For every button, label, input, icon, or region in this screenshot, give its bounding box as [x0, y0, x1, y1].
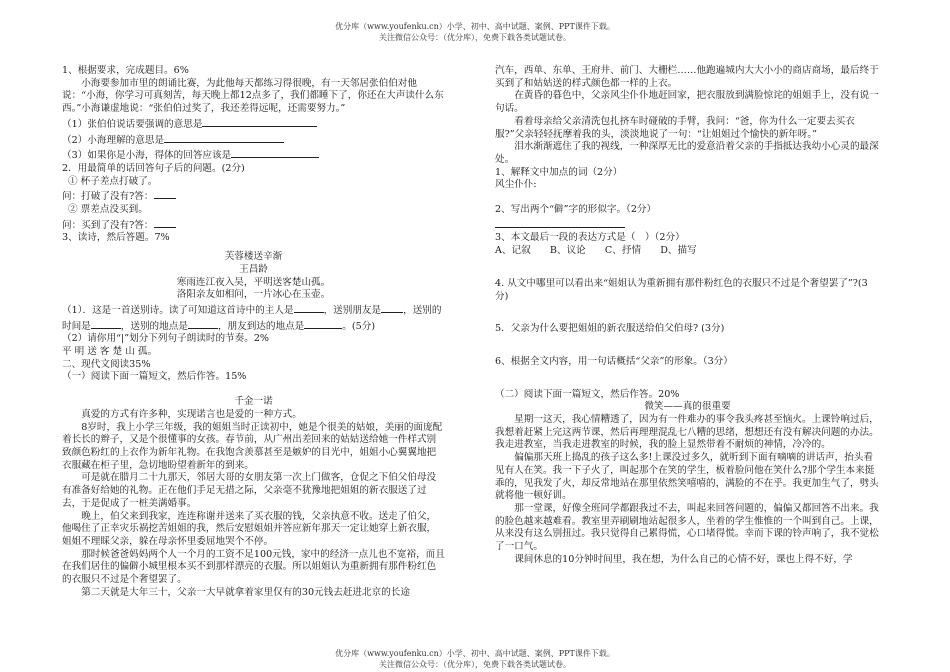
- story-2-paragraph: 星期一这天，我心情糟透了，因为有一件难办的事令我头疼甚至恼火。上课铃响过后，我想着赶紧上完这两节课，然后再理理混乱七八糟的思绪，想想还有没有解决问题的办法。我走进教室，当我走进教室的时候，我的脸上显然带着不耐烦的神情，冷冷的。: [495, 414, 879, 451]
- question-2-blank: [495, 217, 880, 233]
- story-2-paragraph: 偏偏那天班上捣乱的孩子这么多!上课没过多久，就听到下面有嘀嘀的讲话声，抬头看见有人在笑。我一下子火了，叫起那个在笑的学生，板着脸问他在笑什么?那个学生本来挺乖的，见我发了火，却反常地站在那里依然笑嘻嘻的，满脸的不在乎。我更加生气了，劈头就将他一顿好训。: [495, 452, 879, 502]
- answer-blank[interactable]: [231, 147, 319, 158]
- question-3-options: A、记叙 B、议论 C、抒情 D、描写: [495, 245, 697, 257]
- right-column: [495, 65, 880, 567]
- header-line-1: 优分库（www.youfenku.cn）小学、初中、高中试题、案例、PPT课件下载。: [335, 22, 615, 31]
- answer-blank[interactable]: [202, 116, 317, 127]
- footer-line-2: 关注微信公众号：（优分库），免费下载各类试题试卷。: [379, 660, 571, 669]
- question-4: 4. 从文中哪里可以看出来“姐姐认为重新拥有那件粉红色的衣服只不过是个奢望罢了”?(3分): [495, 277, 868, 302]
- story-paragraph: 那时候爸爸妈妈两个人一个月的工资不足100元钱，家中的经济一点儿也不宽裕，而且在我们居住的偏僻小城里根本买不到那样漂亮的衣服。所以姐姐认为重新拥有那件粉红色的衣服只不过是个奢望罢了。: [62, 548, 445, 586]
- section-2-title: 二、现代文阅读35%: [62, 358, 151, 370]
- story-2-title: 微笑——真的很重要: [644, 401, 731, 413]
- q1-passage: 小海要参加市里的朗诵比赛，为此他每天都练习得很晚，有一天邻居张伯伯对他说：“小海，你学习可真刻苦，每天晚上都12点多了，我们都睡下了，你还在大声读什么东西。”小海谦虚地说：“张伯伯过奖了，我还差得远呢，还需要努力。”: [62, 77, 444, 115]
- question-5: 5．父亲为什么要把姐姐的新衣服送给伯父伯母? (3分): [495, 323, 725, 335]
- answer-blank[interactable]: [154, 188, 176, 199]
- left-column: [62, 65, 445, 599]
- poem-line-1: 寒雨连江夜入吴，平明送客楚山孤。: [176, 276, 331, 288]
- q2-title: 2．用最简单的话回答句子后的问题。(2分): [62, 162, 245, 174]
- header-line-2: 关注微信公众号：（优分库），免费下载各类试题试卷。: [379, 33, 571, 42]
- page-footer: [0, 648, 950, 670]
- answer-blank[interactable]: [154, 217, 176, 228]
- story-paragraph: 在黄昏的暮色中，父亲风尘仆仆地赶回家，把衣服放到满脸惊诧的姐姐手上，没有说一句话。: [495, 90, 879, 115]
- question-2: 2、写出两个“僻”字的形似字。（2分）: [495, 204, 657, 216]
- q2-item1: ① 杯子差点打破了。: [68, 175, 158, 187]
- story-paragraph: 看着母亲给父亲清洗包扎挤车时碰破的手臂，我问：“爸，你为什么一定要去买衣服?”父亲轻轻抚摩着我的头，淡淡地说了一句：“让姐姐过个愉快的新年呀。”: [495, 115, 855, 140]
- poem-author: 王昌龄: [239, 263, 268, 275]
- question-1-word: 风尘仆仆:: [495, 179, 537, 191]
- answer-blank[interactable]: [294, 302, 324, 313]
- story-paragraph: 汽车，西单、东单、王府井、前门、大栅栏……他跑遍城内大大小小的商店商场，最后终于买到了和姑姑送的样式颜色都一样的上衣。: [495, 65, 879, 89]
- poem-question-2: （2）请你用“|”划分下列句子朗读时的节奏。2%: [62, 333, 270, 345]
- story-paragraph: 可是就在腊月二十九那天，邻居大哥的女朋友第一次上门做客，仓促之下伯父伯母没有准备好给她的礼物。正在他们手足无措之际，父亲毫不犹豫地把姐姐的新衣服送了过去，于是促成了一桩美满婚事。: [62, 472, 437, 509]
- q3-title: 3、读诗，然后答题。7%: [62, 232, 170, 244]
- q2-ask2: 问：买到了没有?答：: [62, 217, 445, 233]
- story-2-paragraph: 课间休息的10分钟时间里，我在想，为什么自己的心情不好，课也上得不好，学: [514, 553, 853, 565]
- q2-item2: ② 票差点没买到。: [68, 204, 148, 216]
- poem-question-1: （1）．这是一首送别诗。读了可知道这首诗中的主人是 ，送别朋友是 ，送别的时间是 ，送别的地点是 ，朋友到达的地点是 。(5分): [62, 302, 445, 333]
- story-paragraph: 晚上，伯父来到我家，连连称谢并送来了买衣服的钱，父亲执意不收。送走了伯父，他喝住了正幸灾乐祸挖苦姐姐的我，然后安慰姐姐并答应新年那天一定让她穿上新衣服，姐姐不理睬父亲，躲在母亲怀里委屈地哭个不停。: [62, 510, 437, 547]
- story-paragraph: 8岁时，我上小学三年级，我的姐姐当时正读初中，她是个很美的姑娘，美丽的面庞配着长长的辫子，又是个很懂事的女孩。春节前，从广州出差回来的姑姑送给她一件样式别致颜色粉红的上衣作为新年礼物。在我饱含羡慕甚至是嫉妒的目光中，姐姐小心翼翼地把衣服藏在柜子里，急切地盼望着新年的到来。: [62, 421, 443, 471]
- story-title: 千金一诺: [234, 396, 273, 408]
- poem-title: 芙蓉楼送辛渐: [224, 251, 283, 263]
- q1-sub3: （3）如果你是小海，得体的回答应该是: [62, 147, 445, 163]
- story-paragraph: 真爱的方式有许多种，实现诺言也是爱的一种方式。: [81, 408, 302, 420]
- answer-blank[interactable]: [304, 318, 342, 329]
- answer-blank[interactable]: [188, 318, 218, 329]
- story-2-paragraph: 那一堂课，好像全班同学都跟我过不去，叫起来回答问题的，偏偏又都回答不出来。我的脸色越来越难看。教室里弄刷刷地站起很多人，坐着的学生惟惟的一个叫到自己。上课，从来没有这么别扭过。我只觉得自己累得慌，心口堵得慌。幸而下课的铃声响了，我不觉松了一口气。: [495, 502, 879, 553]
- section-2-sub-1: （一）阅读下面一篇短文，然后作答。15%: [62, 371, 247, 383]
- story-paragraph: 泪水渐渐遮住了我的视线，一种深厚无比的爱意沿着父亲的手指抵达我幼小心灵的最深处。: [495, 141, 879, 165]
- answer-blank[interactable]: [495, 217, 625, 228]
- poem-rhythm-line: 平 明 送 客 楚 山 孤。: [62, 346, 158, 358]
- q1-sub2: （2）小海理解的意思是: [62, 132, 445, 148]
- footer-line-1: 优分库（www.youfenku.cn）小学、初中、高中试题、案例、PPT课件下载。: [335, 649, 615, 658]
- poem-line-2: 洛阳亲友如相问，一片冰心在玉壶。: [176, 289, 331, 301]
- q1-title: 1、根据要求，完成题目。6%: [62, 65, 189, 76]
- section-2-sub-2: （二）阅读下面一篇短文，然后作答。20%: [495, 388, 680, 400]
- q2-ask1: 问：打破了没有?答：: [62, 188, 445, 204]
- question-1: 1、解释文中加点的词（2分）: [495, 166, 623, 178]
- question-3: 3、本文最后一段的表达方式是（ ）（2分）: [495, 232, 685, 244]
- question-6: 6、根据全文内容，用一句话概括“父亲”的形象。（3分）: [495, 355, 733, 367]
- story-paragraph: 第二天就是大年三十，父亲一大早就拿着家里仅有的30元钱去赶进北京的长途: [81, 586, 410, 598]
- q1-sub1: （1）张伯伯说话要强调的意思是: [62, 116, 445, 132]
- answer-blank[interactable]: [381, 302, 403, 313]
- page-header: [0, 21, 950, 43]
- answer-blank[interactable]: [91, 318, 121, 329]
- answer-blank[interactable]: [164, 132, 284, 143]
